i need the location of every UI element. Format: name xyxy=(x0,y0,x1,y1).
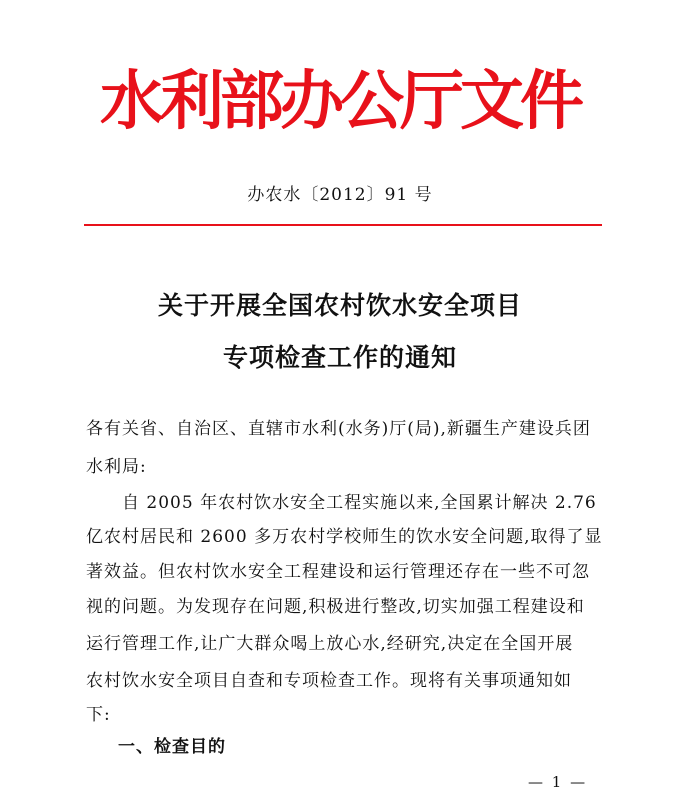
body-line-6: 视的问题。为发现存在问题,积极进行整改,切实加强工程建设和 xyxy=(86,597,585,617)
body-line-3: 自 2005 年农村饮水安全工程实施以来,全国累计解决 2.76 xyxy=(86,493,597,513)
document-masthead: 水利部办公厅文件 xyxy=(100,65,580,139)
red-divider-line xyxy=(84,224,602,226)
body-line-8: 农村饮水安全项目自查和专项检查工作。现将有关事项通知如 xyxy=(86,671,572,691)
document-number: 办农水〔2012〕91 号 xyxy=(247,185,433,205)
section-heading: 一、检查目的 xyxy=(118,737,226,757)
page-number: — 1 — xyxy=(528,773,588,791)
body-line-7: 运行管理工作,让广大群众喝上放心水,经研究,决定在全国开展 xyxy=(86,634,574,654)
body-line-4: 亿农村居民和 2600 多万农村学校师生的饮水安全问题,取得了显 xyxy=(86,527,603,547)
body-line-2: 水利局: xyxy=(86,457,147,477)
document-title-line-2: 专项检查工作的通知 xyxy=(222,343,457,372)
body-line-5: 著效益。但农村饮水安全工程建设和运行管理还存在一些不可忽 xyxy=(86,562,590,582)
body-line-9: 下: xyxy=(86,705,111,725)
body-line-1: 各有关省、自治区、直辖市水利(水务)厅(局),新疆生产建设兵团 xyxy=(86,419,591,439)
document-title-line-1: 关于开展全国农村饮水安全项目 xyxy=(157,291,522,320)
